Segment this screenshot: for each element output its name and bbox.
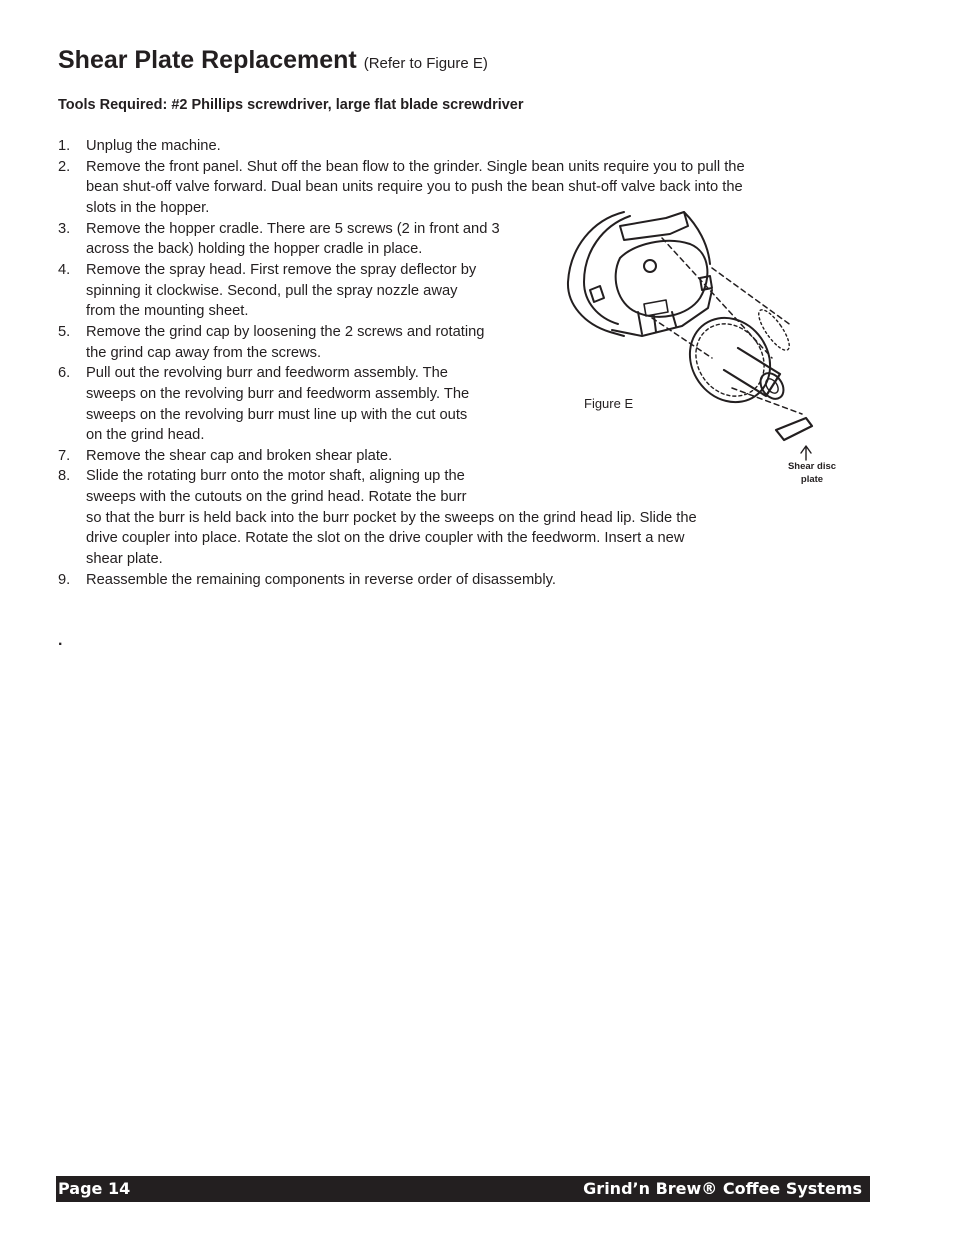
step-text: Slide the rotating burr onto the motor shaft, aligning up the	[86, 468, 465, 484]
step-number: 7.	[58, 448, 71, 464]
step-text: on the grind head.	[86, 427, 205, 443]
housing-lug	[590, 286, 604, 302]
step-text: spinning it clockwise. Second, pull the spray nozzle away	[86, 283, 458, 299]
step-text: shear plate.	[86, 551, 163, 567]
shear-disc-plate-label: Shear disc plate	[787, 461, 837, 485]
step-text: drive coupler into place. Rotate the slot on the drive coupler with the feedworm. Insert a new	[86, 530, 685, 546]
figure-e-illustration	[562, 208, 852, 494]
housing-tab	[644, 300, 668, 316]
step-text: Remove the front panel. Shut off the bean flow to the grinder. Single bean units require you to pull the	[86, 159, 745, 175]
step-text: Pull out the revolving burr and feedworm assembly. The	[86, 365, 448, 381]
step-number: 8.	[58, 468, 71, 484]
brand-name: Grind’n Brew® Coffee Systems	[583, 1179, 862, 1198]
page-number: Page 14	[58, 1179, 131, 1198]
tools-required: Tools Required: #2 Phillips screwdriver, large flat blade screwdriver	[58, 97, 524, 113]
step-number: 4.	[58, 262, 71, 278]
step-text: Remove the spray head. First remove the spray deflector by	[86, 262, 477, 278]
figure-caption: Figure E	[584, 396, 634, 411]
housing-inner	[584, 216, 630, 324]
housing-top-wall	[684, 212, 710, 264]
step-text: Remove the hopper cradle. There are 5 screws (2 in front and 3	[86, 221, 500, 237]
housing-ring	[616, 241, 708, 317]
step-text: from the mounting sheet.	[86, 303, 249, 319]
step-number: 9.	[58, 572, 71, 588]
step-number: 5.	[58, 324, 71, 340]
step-text: Unplug the machine.	[86, 138, 221, 154]
step-number: 1.	[58, 138, 71, 154]
step-number: 3.	[58, 221, 71, 237]
step-number: 6.	[58, 365, 71, 381]
step-text: across the back) holding the hopper cradle in place.	[86, 241, 423, 257]
step-text: sweeps on the revolving burr must line up with the cut outs	[86, 407, 468, 423]
assembly-guide-line	[652, 238, 802, 414]
step-number: 2.	[58, 159, 71, 175]
callout-arrow	[801, 446, 811, 460]
step-text: sweeps with the cutouts on the grind head. Rotate the burr	[86, 489, 467, 505]
bolt-hole	[644, 260, 656, 272]
step-text: Reassemble the remaining components in reverse order of disassembly.	[86, 572, 556, 588]
section-title: Shear Plate Replacement	[58, 46, 357, 74]
step-text: slots in the hopper.	[86, 200, 210, 216]
shear-disc-plate	[776, 418, 812, 440]
trailing-mark: .	[58, 632, 63, 649]
step-text: bean shut-off valve forward. Dual bean units require you to push the bean shut-off valve back into the	[86, 179, 743, 195]
step-text: sweeps on the revolving burr and feedworm assembly. The	[86, 386, 470, 402]
step-text: so that the burr is held back into the burr pocket by the sweeps on the grind head lip. Slide the	[86, 510, 697, 526]
page-footer	[56, 1176, 870, 1202]
step-text: Remove the grind cap by loosening the 2 screws and rotating	[86, 324, 485, 340]
step-text: the grind cap away from the screws.	[86, 345, 322, 361]
step-text: Remove the shear cap and broken shear plate.	[86, 448, 393, 464]
figure-reference: (Refer to Figure E)	[363, 55, 488, 72]
page-title	[58, 44, 488, 80]
